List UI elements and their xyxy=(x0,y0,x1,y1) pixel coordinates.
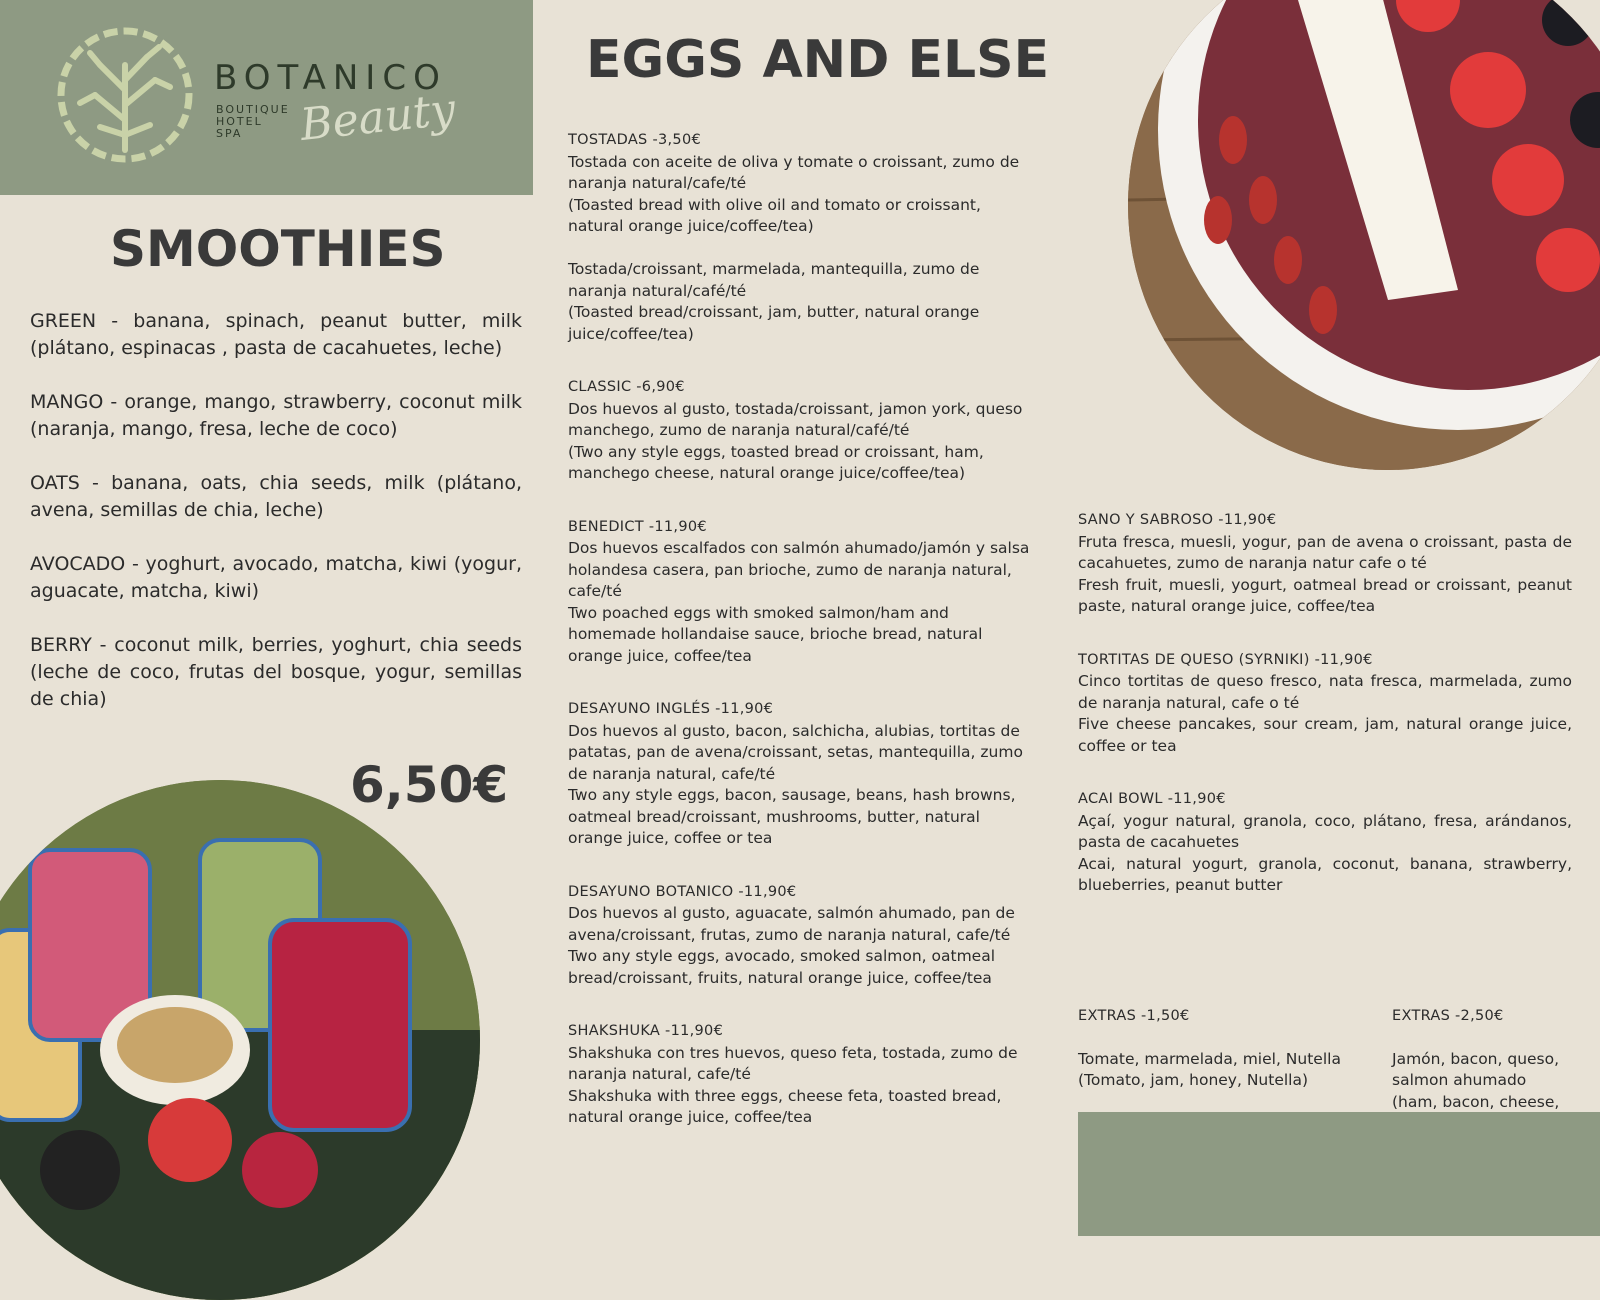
item-title: SHAKSHUKA -11,90€ xyxy=(568,1023,724,1039)
smoothie-glass-red-icon xyxy=(270,920,410,1130)
smoothie-mango: MANGO - orange, mango, strawberry, coconut milk (naranja, mango, fresa, leche de coco) xyxy=(30,391,522,440)
item-title: BENEDICT -11,90€ xyxy=(568,518,707,535)
extras-title: EXTRAS -1,50€ xyxy=(1078,1007,1190,1024)
smoothies-photo xyxy=(0,780,480,1300)
extras-basic xyxy=(1078,984,1368,1113)
smoothie-berry: BERRY - coconut milk, berries, yoghurt, chia seeds (leche de coco, frutas del bosque, yogur, semillas de chia) xyxy=(30,634,522,710)
brand-script: Beauty xyxy=(297,84,458,151)
eggs-column xyxy=(568,130,1038,1161)
item-title: DESAYUNO BOTANICO -11,90€ xyxy=(568,883,797,900)
item-desc: Shakshuka con tres huevos, queso feta, tostada, zumo de naranja natural, cafe/té Shakshuka with three eggs, cheese feta, toasted bread, natural orange juice, coffee/tea xyxy=(568,1043,1018,1126)
item-desc: Tostada con aceite de oliva y tomate o croissant, zumo de naranja natural/cafe/té (Toasted bread with olive oil and tomato or croissant, natural orange juice/coffee/tea) Tostada/croissant, marmelada, mantequilla, zumo de naranja natural/café/té (Toasted bread/croissant, jam, butter, natural orange juice/coffee/tea) xyxy=(568,152,1020,343)
smoothie-avocado: AVOCADO - yoghurt, avocado, matcha, kiwi (yogur, aguacate, matcha, kiwi) xyxy=(30,553,522,602)
smoothie-oats: OATS - banana, oats, chia seeds, milk (plátano, avena, semillas de chia, leche) xyxy=(30,472,522,521)
right-column xyxy=(1078,510,1572,929)
tree-logo-icon xyxy=(55,25,195,165)
brand-subtitle: BOUTIQUE HOTEL SPA xyxy=(216,103,290,140)
menu-item-tortitas xyxy=(1078,650,1572,758)
item-title: DESAYUNO INGLÉS -11,90€ xyxy=(568,701,774,717)
logo-band xyxy=(0,0,533,195)
extras-title: EXTRAS -2,50€ xyxy=(1392,1007,1504,1024)
item-title: ACAI BOWL -11,90€ xyxy=(1078,791,1226,807)
menu-item-tostadas xyxy=(568,130,1038,345)
smoothie-list xyxy=(30,308,522,740)
item-desc: Açaí, yogur natural, granola, coco, plátano, fresa, arándanos, pasta de cacahuetes Acai, natural yogurt, granola, coconut, banana, strawberry, blueberries, peanut butter xyxy=(1078,811,1572,894)
smoothies-title: SMOOTHIES xyxy=(110,220,446,278)
acai-bowl-photo xyxy=(1128,0,1600,470)
menu-item-desayuno-ingles xyxy=(568,699,1038,850)
smoothies-price: 6,50€ xyxy=(350,756,509,814)
decorative-band xyxy=(1078,1112,1600,1236)
item-desc: Fruta fresca, muesli, yogur, pan de avena o croissant, pasta de cacahuetes, zumo de naranja natur cafe o té Fresh fruit, muesli, yogurt, oatmeal bread or croissant, peanut paste, natural orange juice, coffee/tea xyxy=(1078,532,1572,615)
item-desc: Dos huevos al gusto, bacon, salchicha, alubias, tortitas de patatas, pan de avena/croissant, setas, mantequilla, zumo de naranja natural, cafe/té Two any style eggs, bacon, sausage, beans, hash browns, oatmeal bread/croissant, mushrooms, butter, natural orange juice, coffee or tea xyxy=(568,721,1023,847)
item-title: CLASSIC -6,90€ xyxy=(568,379,685,395)
menu-item-shakshuka xyxy=(568,1021,1038,1129)
item-desc: Dos huevos al gusto, aguacate, salmón ahumado, pan de avena/croissant, frutas, zumo de naranja natural, cafe/té Two any style eggs, avocado, smoked salmon, oatmeal bread/croissant, fruits, natural orange juice, coffee/tea xyxy=(568,904,1015,987)
eggs-title: EGGS AND ELSE xyxy=(586,30,1050,90)
smoothie-green: GREEN - banana, spinach, peanut butter, milk (plátano, espinacas , pasta de cacahuetes, leche) xyxy=(30,310,522,359)
item-desc: Cinco tortitas de queso fresco, nata fresca, marmelada, zumo de naranja natural, cafe o té Five cheese pancakes, sour cream, jam, natural orange juice, coffee or tea xyxy=(1078,672,1572,755)
menu-item-desayuno-botanico xyxy=(568,882,1038,990)
item-title: TOSTADAS -3,50€ xyxy=(568,132,702,148)
brand-name: BOTANICO xyxy=(214,58,447,98)
menu-item-acai-bowl xyxy=(1078,789,1572,897)
menu-item-benedict xyxy=(568,517,1038,668)
item-desc: Dos huevos al gusto, tostada/croissant, jamon york, queso manchego, zumo de naranja natural/café/té (Two any style eggs, toasted bread or croissant, ham, manchego cheese, natural orange juice/coffee/tea) xyxy=(568,399,1023,482)
item-title: SANO Y SABROSO -11,90€ xyxy=(1078,512,1277,528)
menu-item-sano-y-sabroso xyxy=(1078,510,1572,618)
menu-item-classic xyxy=(568,377,1038,485)
item-title: TORTITAS DE QUESO (SYRNIKI) -11,90€ xyxy=(1078,651,1373,668)
extras-desc: Jamón, bacon, queso, salmon ahumado (ham, bacon, cheese, xyxy=(1392,1049,1560,1111)
extras-desc: Tomate, marmelada, miel, Nutella (Tomato, jam, honey, Nutella) xyxy=(1078,1049,1341,1089)
item-desc: Dos huevos escalfados con salmón ahumado/jamón y salsa holandesa casera, pan brioche, zumo de naranja natural, cafe/té Two poached eggs with smoked salmon/ham and homemade hollandaise sauce, brioche bread, natural orange juice, coffee/tea xyxy=(568,539,1030,665)
